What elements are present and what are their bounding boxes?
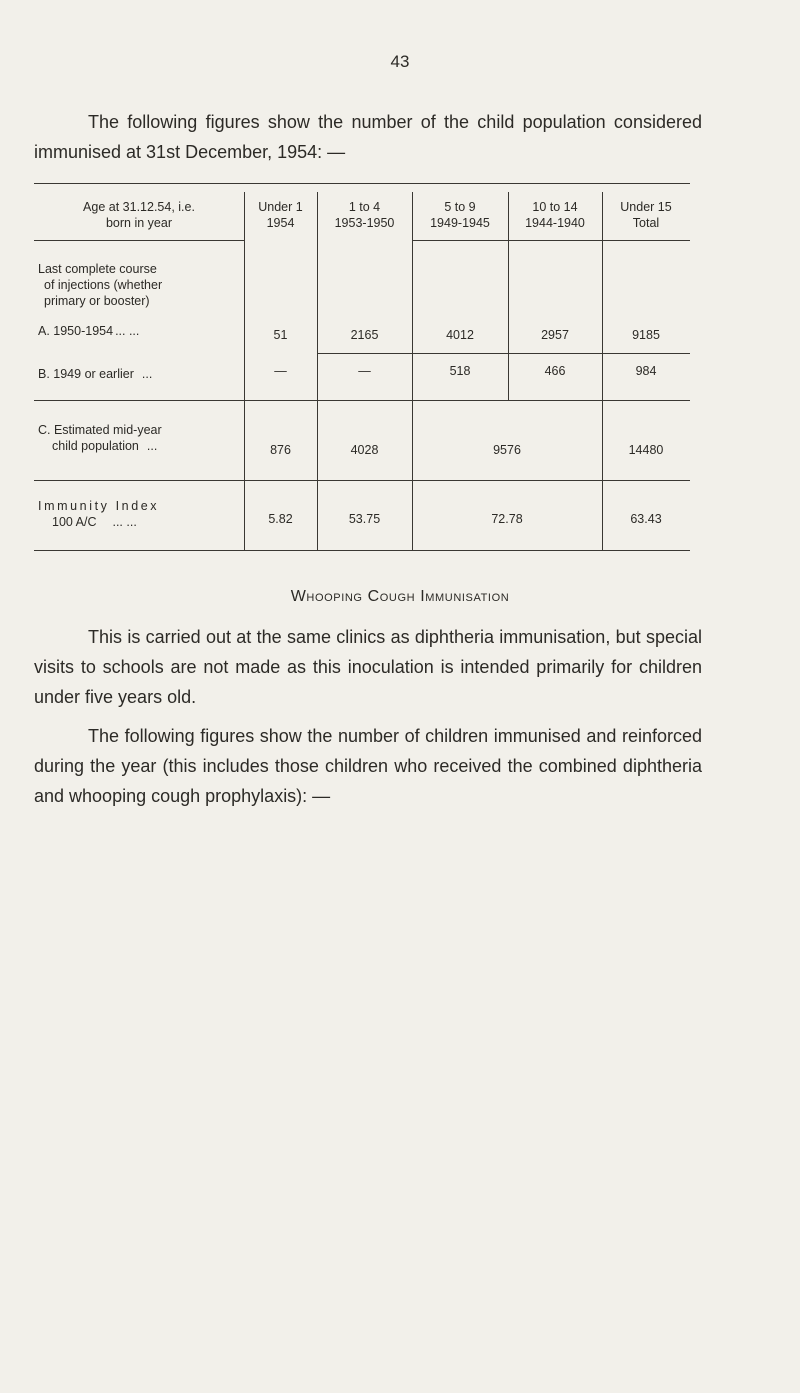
table-cell: 14480 [628, 443, 664, 457]
row-a-bottom-rule [317, 353, 690, 354]
column-header-1-to-4: 1 to 4 1953-1950 [334, 200, 395, 230]
table-cell: 2165 [350, 328, 379, 342]
intro-paragraph: The following figures show the number of the child population considered immunised at 31st December, 1954: — [34, 112, 702, 162]
table-cell: 4028 [350, 443, 379, 457]
row-c-bottom-rule [34, 480, 690, 481]
table-cell: 2957 [541, 328, 569, 342]
table-top-rule [34, 183, 690, 184]
row-d-label: Immunity Index 100 A/C ... ... [38, 499, 160, 529]
table-bottom-rule [34, 550, 690, 551]
page-number: 43 [390, 52, 410, 71]
table-cell: 51 [273, 328, 288, 342]
section-heading: Whooping Cough Immunisation [290, 588, 510, 605]
table-cell: 9185 [632, 328, 660, 342]
table-cell: 53.75 [348, 512, 381, 526]
row-b-bottom-rule [34, 400, 690, 401]
table-cell: 4012 [446, 328, 474, 342]
table-cell: — [274, 364, 287, 378]
row-b-label: B. 1949 or earlier ... [38, 367, 153, 381]
column-header-5-to-9: 5 to 9 1949-1945 [430, 200, 490, 230]
table-cell: 518 [449, 364, 471, 378]
table-cell: 876 [270, 443, 291, 457]
table-cell: 63.43 [630, 512, 662, 526]
table-cell: 984 [635, 364, 657, 378]
table-cell: 466 [544, 364, 566, 378]
column-header-10-to-14: 10 to 14 1944-1940 [525, 200, 585, 230]
column-header-total: Under 15 Total [620, 200, 672, 230]
table-cell: 5.82 [268, 512, 293, 526]
header-bottom-rule [34, 240, 244, 241]
whooping-paragraph-1: This is carried out at the same clinics as diphtheria immunisation, but special visits to schools are not made as this inoculation is intended primarily for children under five years old. [34, 627, 702, 707]
whooping-paragraph-2: The following figures show the number of children immunised and reinforced during the year (this includes those children who received the combined diphtheria and whooping cough prophylaxis): — [34, 726, 702, 806]
header-bottom-rule [412, 240, 690, 241]
column-header-under-1: Under 1 1954 [258, 200, 303, 230]
table-cell: 72.78 [491, 512, 523, 526]
table-cell: — [358, 364, 371, 378]
age-header: Age at 31.12.54, i.e. born in year [83, 200, 195, 230]
row-a-label: A. 1950-1954 ... ... [38, 324, 140, 338]
row-c-label: C. Estimated mid-year child population ... [38, 423, 162, 453]
immunisation-table [34, 180, 690, 552]
table-cell: 9576 [493, 443, 521, 457]
row-label-intro: Last complete course of injections (whether primary or booster) [38, 262, 163, 308]
